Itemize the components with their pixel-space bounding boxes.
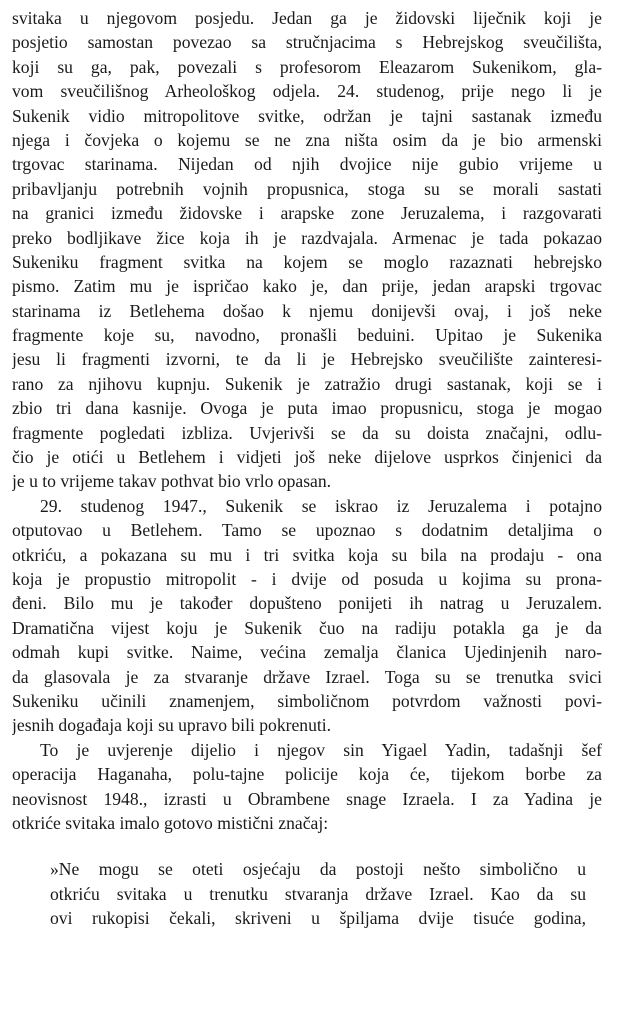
text-line: Sukenik vidio mitropolitove svitke, održan je tajni sastanak između — [12, 105, 602, 126]
text-line: fragmente pogledati izbliza. Uvjerivši se da su doista značajni, odlu- — [12, 422, 602, 443]
text-line: otkriće svitaka imalo gotovo mistični značaj: — [12, 812, 329, 833]
text-line: na granici između židovske i arapske zone Jeruzalema, i razgovarati — [12, 203, 602, 224]
text-line: 29. studenog 1947., Sukenik se iskrao iz Jeruzalema i potajno — [40, 495, 602, 516]
text-line: jesu li fragmenti izvorni, te da li je Hebrejsko sveučilište zainteresi- — [12, 349, 602, 370]
book-page — [12, 6, 602, 930]
text-line: Dramatična vijest koju je Sukenik čuo na radiju potakla ga je da — [12, 617, 602, 638]
block-quote — [12, 857, 602, 930]
quote-line: ovi rukopisi čekali, skriveni u špiljama dvije tisuće godina, — [50, 908, 586, 929]
text-line: da glasovala je za stvaranje države Izrael. Toga su se trenutka svici — [12, 666, 602, 687]
text-line: starinama iz Betlehema došao k njemu donijevši ovaj, i još neke — [12, 300, 602, 321]
text-line: posjetio samostan povezao sa stručnjacima s Hebrejskog sveučilišta, — [12, 32, 602, 53]
text-line: otputovao u Betlehem. Tamo se upoznao s dodatnim detaljima o — [12, 520, 602, 541]
text-line: rano za njihovu kupnju. Sukenik je zatražio drugi sastanak, koji se i — [12, 373, 602, 394]
text-line: je u to vrijeme takav pothvat bio vrlo opasan. — [12, 471, 332, 492]
text-line: trgovac starinama. Nijedan od njih dvojice nije gubio vrijeme u — [12, 154, 602, 175]
paragraph-3 — [12, 738, 602, 836]
text-line: pismo. Zatim mu je ispričao kako je, dan prije, jedan arapski trgovac — [12, 276, 602, 297]
text-line: preko bodljikave žice koja ih je razdvajala. Armenac je tada pokazao — [12, 227, 602, 248]
text-line: zbio tri dana kasnije. Ovoga je puta imao propusnicu, stoga je mogao — [12, 398, 602, 419]
text-line: vom sveučilišnog Arheološkog odjela. 24. studenog, prije nego li je — [12, 81, 602, 102]
paragraph-1 — [12, 6, 602, 494]
text-line: svitaka u njegovom posjedu. Jedan ga je židovski liječnik koji je — [12, 8, 602, 28]
text-line: jesnih događaja koji su upravo bili pokrenuti. — [12, 715, 332, 736]
text-line: koja je propustio mitropolit - i dvije od posuda u kojima su prona- — [12, 568, 602, 589]
text-line: pribavljanju potrebnih vojnih propusnica, stoga su se morali sastati — [12, 178, 602, 199]
text-line: odmah kupi svitke. Naime, većina zemalja članica Ujedinjenih naro- — [12, 642, 602, 663]
text-line: operacija Haganaha, polu-tajne policije koja će, tijekom borbe za — [12, 764, 602, 785]
text-line: čio je otići u Betlehem i vidjeti još neke dijelove usprkos činjenici da — [12, 447, 602, 468]
paragraph-2 — [12, 494, 602, 738]
text-line: njega i čovjeka o kojemu se ne zna ništa osim da je bio armenski — [12, 129, 602, 150]
text-line: Sukeniku fragment svitka na kojem se moglo razaznati hebrejsko — [12, 251, 602, 272]
text-line: To je uvjerenje dijelio i njegov sin Yigael Yadin, tadašnji šef — [40, 739, 602, 760]
text-line: neovisnost 1948., izrasti u Obrambene snage Izraela. I za Yadina je — [12, 788, 602, 809]
text-line: otkriću, a pokazana su mu i tri svitka koja su bila na prodaju - ona — [12, 544, 602, 565]
quote-line: »Ne mogu se oteti osjećaju da postoji nešto simbolično u — [50, 859, 586, 880]
text-line: đeni. Bilo mu je također dopušteno ponijeti ih natrag u Jeruzalem. — [12, 593, 602, 614]
text-line: Sukeniku učinili znamenjem, simboličnom potvrdom važnosti povi- — [12, 690, 602, 711]
text-line: fragmente koje su, navodno, pronašli beduini. Upitao je Sukenika — [12, 325, 602, 346]
text-line: koji su ga, pak, povezali s profesorom Eleazarom Sukenikom, gla- — [12, 56, 602, 77]
quote-line: otkriću svitaka u trenutku stvaranja države Izrael. Kao da su — [50, 883, 586, 904]
paragraph-spacer — [12, 835, 602, 857]
